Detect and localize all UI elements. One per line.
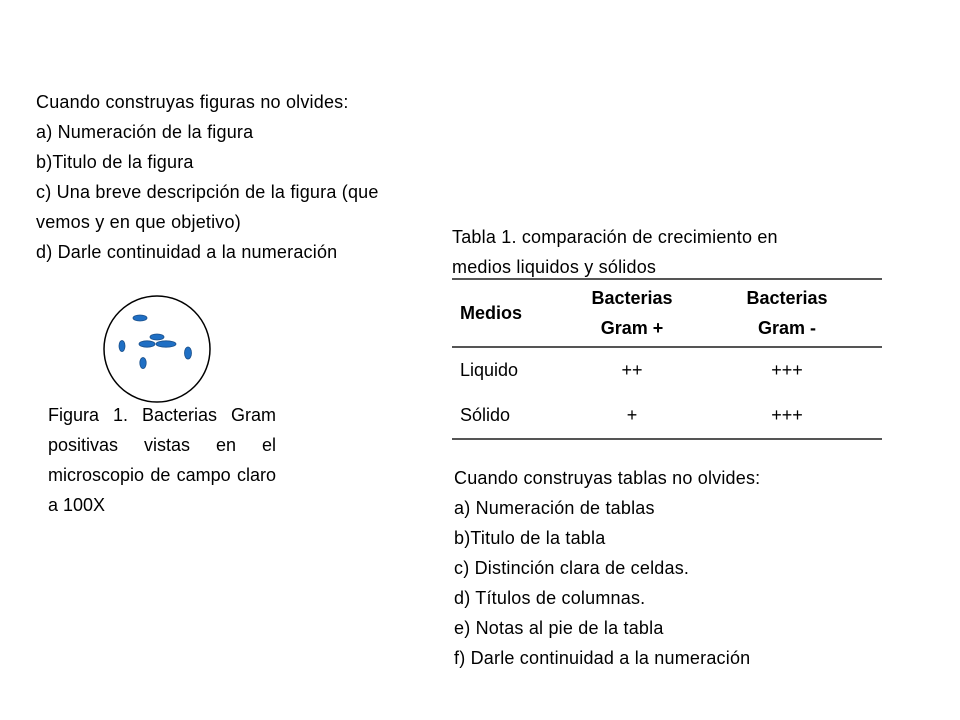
table-row [452,393,882,439]
table-cell-gram-negative: +++ [771,405,803,425]
bacterium-cell [150,334,164,340]
table-caption-line: Tabla 1. comparación de crecimiento en [452,227,778,247]
microscope-field-drawing [102,294,212,404]
figure-instruction-item: vemos y en que objetivo) [36,212,241,232]
table-instruction-item: e) Notas al pie de la tabla [454,618,664,638]
bacterium-cell [139,341,155,347]
figure-instruction-item: c) Una breve descripción de la figura (que [36,182,379,202]
bacterium-cell [156,341,176,347]
table-instruction-item: a) Numeración de tablas [454,498,655,518]
table-cell-gram-positive: ++ [621,360,643,380]
bacterium-cell [133,315,147,321]
table-header-row [452,279,882,347]
growth-comparison-table [452,278,882,440]
table-cell-medio: Liquido [460,360,519,380]
figure-instructions [36,87,379,267]
table-instructions [454,463,760,673]
bacterium-cell [119,341,125,352]
table-instruction-item: c) Distinción clara de celdas. [454,558,690,578]
column-header-medios: Medios [460,303,523,323]
table-row [452,347,882,393]
bacterium-cell [185,347,192,359]
table-instructions-heading: Cuando construyas tablas no olvides: [454,468,761,488]
figure-instruction-item: b)Titulo de la figura [36,152,194,172]
table-caption-line: medios liquidos y sólidos [452,257,657,277]
figure-instruction-item: d) Darle continuidad a la numeración [36,242,338,262]
table-cell-medio: Sólido [460,405,511,425]
table-instruction-item: d) Títulos de columnas. [454,588,646,608]
table-instruction-item: f) Darle continuidad a la numeración [454,648,751,668]
bacterium-cell [140,358,146,369]
column-header-gram-negative: Bacterias Gram - [746,288,828,338]
figure-instruction-item: a) Numeración de la figura [36,122,254,142]
column-header-gram-positive: Bacterias Gram + [591,288,673,338]
table-caption [452,222,778,282]
table-cell-gram-negative: +++ [771,360,803,380]
table-instruction-item: b)Titulo de la tabla [454,528,606,548]
table-cell-gram-positive: + [626,405,638,425]
figure-caption: Figura 1. Bacterias Gram positivas vistas en el microscopio de campo claro a 100X [48,405,276,515]
figure-instructions-heading: Cuando construyas figuras no olvides: [36,92,349,112]
